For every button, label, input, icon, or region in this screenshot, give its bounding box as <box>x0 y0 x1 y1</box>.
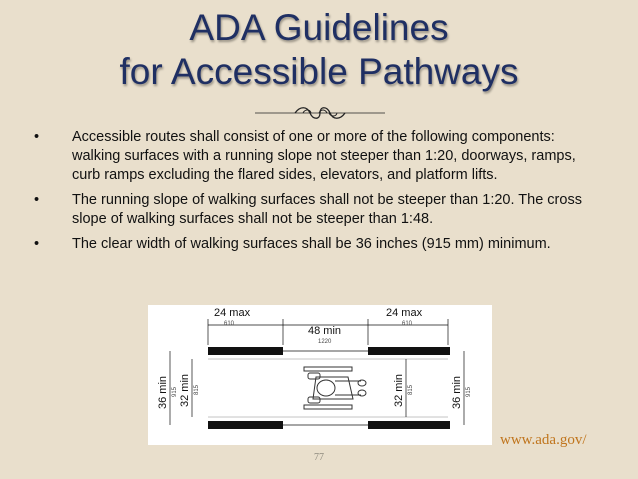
dim-outer-right: 36 min <box>451 375 463 409</box>
page-number: 77 <box>314 452 324 463</box>
slide-title <box>0 6 638 94</box>
pathway-width-diagram <box>148 305 492 445</box>
wall-bottom-right <box>368 421 450 429</box>
title-line-1: ADA Guidelines <box>189 7 449 48</box>
bullet-text: The clear width of walking surfaces shall be 36 inches (915 mm) minimum. <box>72 236 551 252</box>
dim-inner-left-mm: 815 <box>194 384 200 395</box>
dim-top-center: 48 min <box>308 325 342 337</box>
bullet-dot: • <box>34 192 40 208</box>
wall-bottom-left <box>208 421 283 429</box>
dim-top-right-mm: 610 <box>402 321 413 327</box>
bullet-text: The running slope of walking surfaces shall not be steeper than 1:20. The cross slope of walking surfaces shall not be steeper than 1:48. <box>72 192 582 227</box>
dim-top-left: 24 max <box>214 307 251 319</box>
dim-outer-right-mm: 915 <box>466 386 472 397</box>
ornament-divider-icon <box>255 106 385 120</box>
dim-inner-left: 32 min <box>179 373 191 407</box>
bullet-item <box>30 235 590 254</box>
dim-top-left-mm: 610 <box>224 321 235 327</box>
dim-outer-left-mm: 915 <box>172 386 178 397</box>
dim-outer-left: 36 min <box>157 375 169 409</box>
dim-inner-right: 32 min <box>393 373 405 407</box>
bullet-item <box>30 128 590 185</box>
dim-top-center-mm: 1220 <box>318 339 332 345</box>
bullet-dot: • <box>34 129 40 145</box>
bullet-item <box>30 191 590 229</box>
dim-top-right: 24 max <box>386 307 423 319</box>
wheelchair-user-icon <box>304 367 366 409</box>
title-line-2: for Accessible Pathways <box>119 51 519 92</box>
source-link[interactable]: www.ada.gov/ <box>500 432 587 448</box>
dim-inner-right-mm: 815 <box>408 384 414 395</box>
bullet-dot: • <box>34 236 40 252</box>
wall-top-left <box>208 347 283 355</box>
bullet-text: Accessible routes shall consist of one or more of the following components: walking surfaces with a running slope not steeper than 1:20, doorways, ramps, curb ramps excluding the flared sides, elevators, and platform lifts. <box>72 129 576 183</box>
bullet-list <box>30 128 590 260</box>
wall-top-right <box>368 347 450 355</box>
